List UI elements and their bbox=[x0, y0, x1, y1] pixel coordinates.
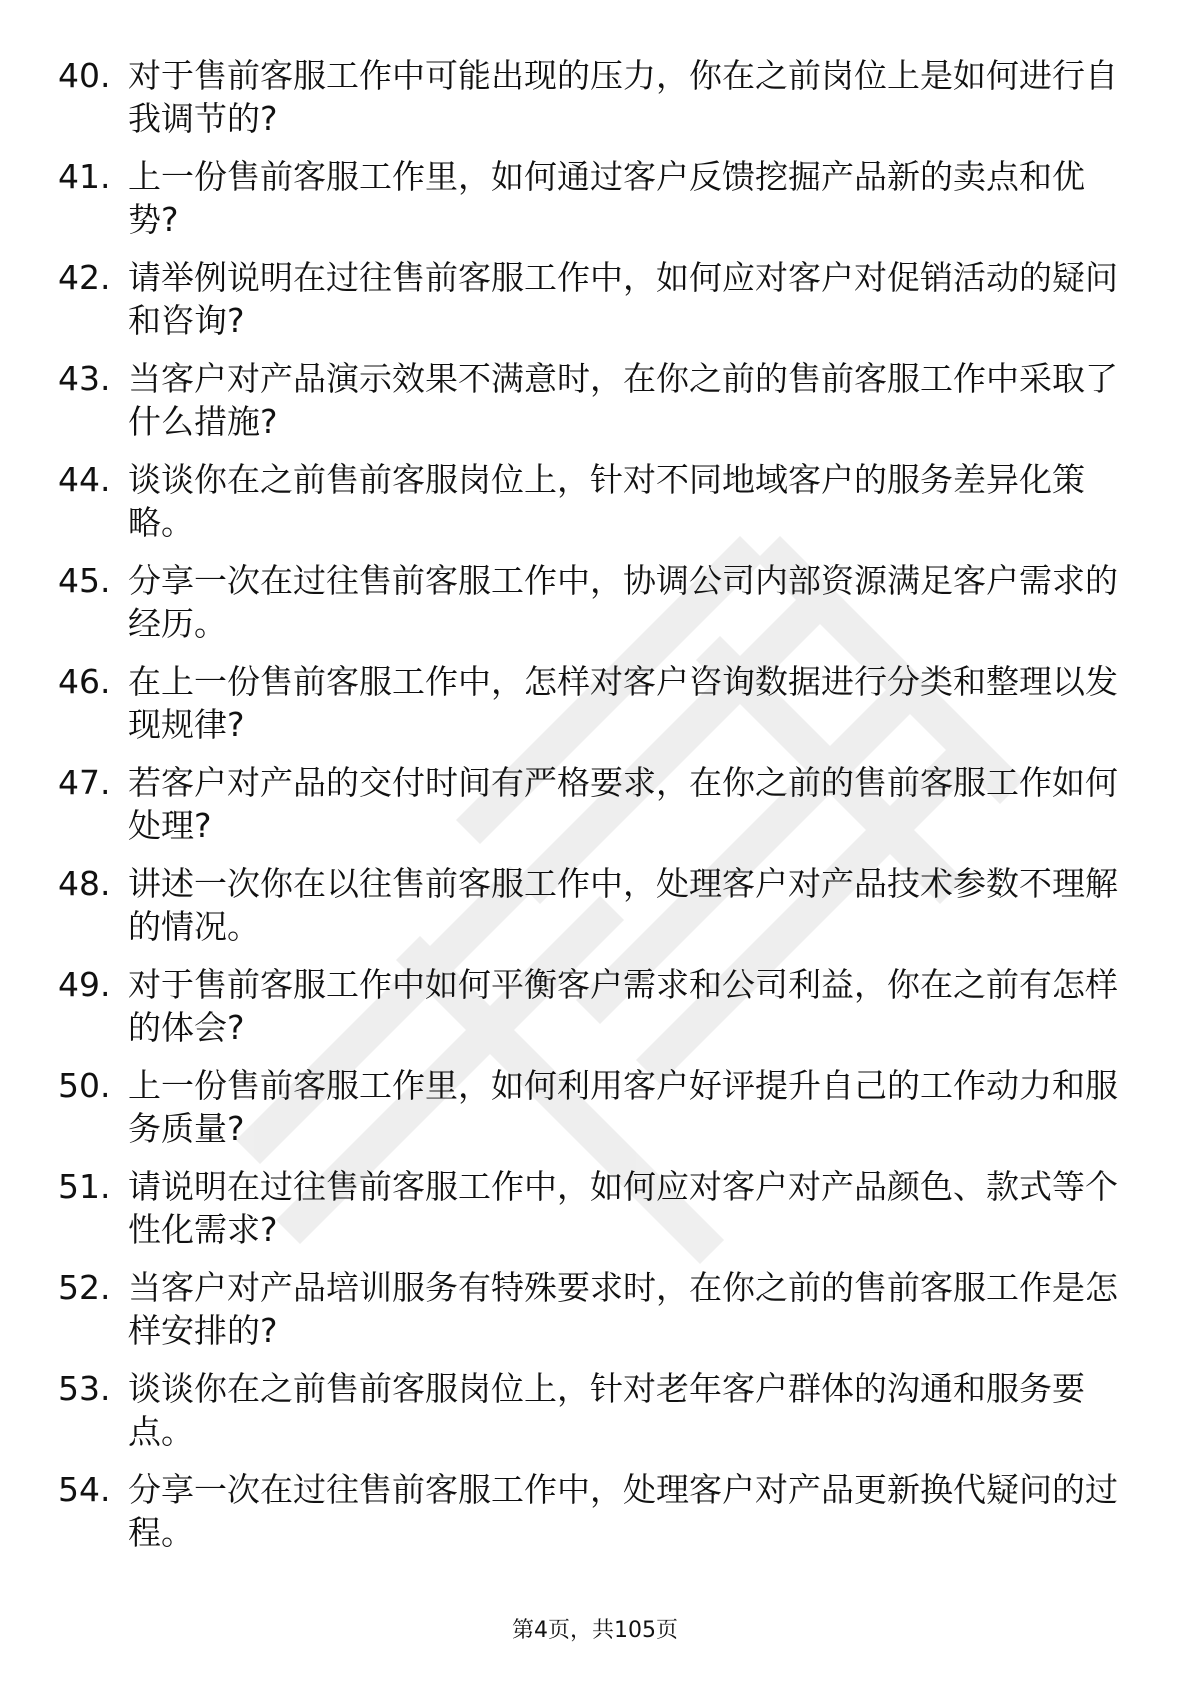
question-item bbox=[58, 54, 1118, 140]
question-item bbox=[58, 1064, 1118, 1150]
question-number: 44. bbox=[58, 460, 111, 499]
question-text: 讲述一次你在以往售前客服工作中，处理客户对产品技术参数不理解的情况。 bbox=[128, 864, 1118, 946]
question-number: 41. bbox=[58, 157, 111, 196]
question-text: 在上一份售前客服工作中，怎样对客户咨询数据进行分类和整理以发现规律? bbox=[128, 662, 1118, 744]
question-number: 47. bbox=[58, 763, 111, 802]
question-item bbox=[58, 1468, 1118, 1554]
question-number: 51. bbox=[58, 1167, 111, 1206]
question-item bbox=[58, 862, 1118, 948]
question-item bbox=[58, 963, 1118, 1049]
question-text: 对于售前客服工作中可能出现的压力，你在之前岗位上是如何进行自我调节的? bbox=[128, 56, 1118, 138]
question-number: 52. bbox=[58, 1268, 111, 1307]
question-number: 43. bbox=[58, 359, 111, 398]
question-item bbox=[58, 1266, 1118, 1352]
question-text: 请举例说明在过往售前客服工作中，如何应对客户对促销活动的疑问和咨询? bbox=[128, 258, 1118, 340]
page-footer bbox=[0, 1616, 1190, 1646]
question-text: 谈谈你在之前售前客服岗位上，针对不同地域客户的服务差异化策略。 bbox=[128, 460, 1085, 542]
question-number: 46. bbox=[58, 662, 111, 701]
question-item bbox=[58, 458, 1118, 544]
question-number: 45. bbox=[58, 561, 111, 600]
question-number: 40. bbox=[58, 56, 111, 95]
question-item bbox=[58, 761, 1118, 847]
question-number: 48. bbox=[58, 864, 111, 903]
question-text: 当客户对产品培训服务有特殊要求时，在你之前的售前客服工作是怎样安排的? bbox=[128, 1268, 1118, 1350]
question-text: 若客户对产品的交付时间有严格要求，在你之前的售前客服工作如何处理? bbox=[128, 763, 1118, 845]
question-text: 谈谈你在之前售前客服岗位上，针对老年客户群体的沟通和服务要点。 bbox=[128, 1369, 1085, 1451]
question-text: 上一份售前客服工作里，如何利用客户好评提升自己的工作动力和服务质量? bbox=[128, 1066, 1118, 1148]
question-number: 42. bbox=[58, 258, 111, 297]
question-text: 上一份售前客服工作里，如何通过客户反馈挖掘产品新的卖点和优势? bbox=[128, 157, 1085, 239]
question-number: 53. bbox=[58, 1369, 111, 1408]
question-number: 49. bbox=[58, 965, 111, 1004]
question-text: 当客户对产品演示效果不满意时，在你之前的售前客服工作中采取了什么措施? bbox=[128, 359, 1118, 441]
question-number: 54. bbox=[58, 1470, 111, 1509]
question-text: 分享一次在过往售前客服工作中，协调公司内部资源满足客户需求的经历。 bbox=[128, 561, 1118, 643]
question-text: 对于售前客服工作中如何平衡客户需求和公司利益，你在之前有怎样的体会? bbox=[128, 965, 1118, 1047]
question-item bbox=[58, 559, 1118, 645]
question-text: 请说明在过往售前客服工作中，如何应对客户对产品颜色、款式等个性化需求? bbox=[128, 1167, 1118, 1249]
question-number: 50. bbox=[58, 1066, 111, 1105]
question-item bbox=[58, 1165, 1118, 1251]
question-item bbox=[58, 155, 1118, 241]
question-item bbox=[58, 660, 1118, 746]
page-number-label: 第4页，共105页 bbox=[512, 1618, 678, 1643]
question-item bbox=[58, 256, 1118, 342]
question-item bbox=[58, 357, 1118, 443]
question-item bbox=[58, 1367, 1118, 1453]
question-text: 分享一次在过往售前客服工作中，处理客户对产品更新换代疑问的过程。 bbox=[128, 1470, 1118, 1552]
question-list bbox=[58, 54, 1118, 1569]
